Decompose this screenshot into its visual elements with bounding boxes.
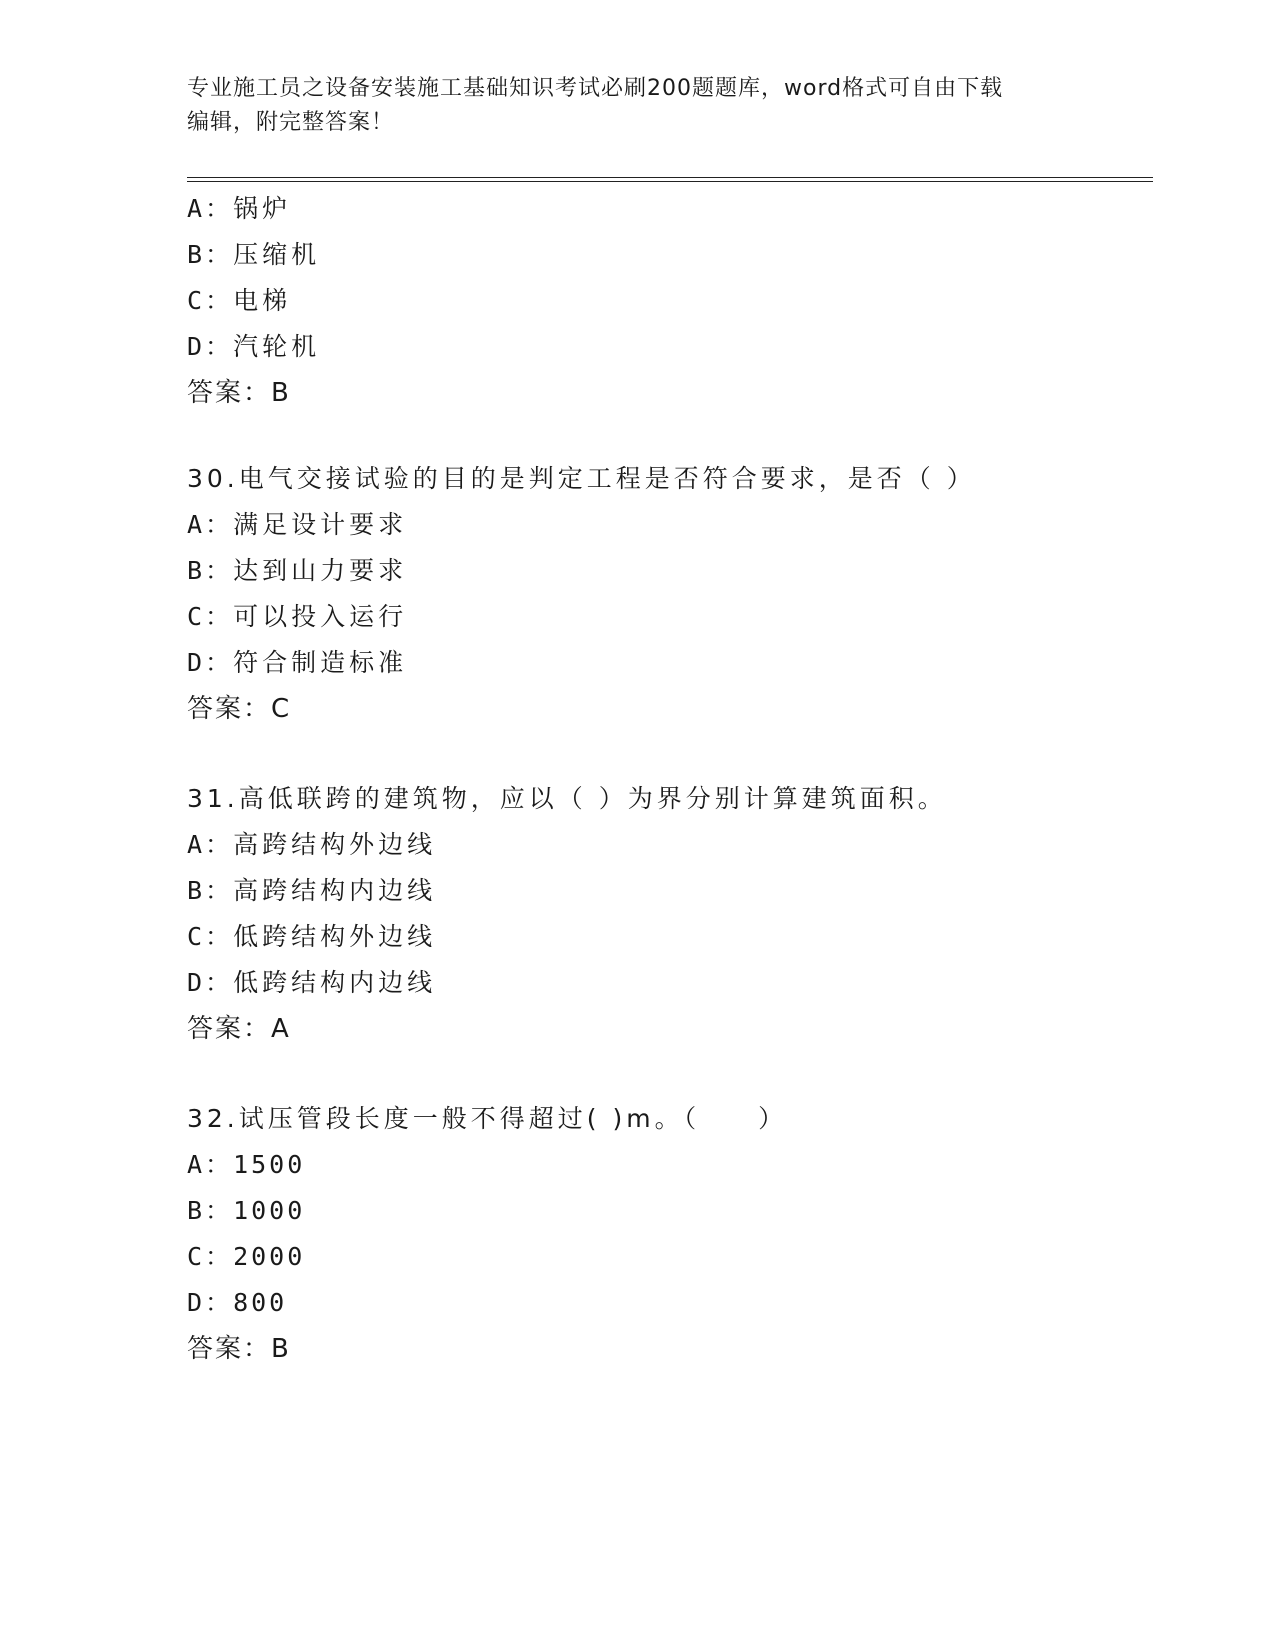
option-key: D： <box>187 968 234 997</box>
option-text: 低跨结构外边线 <box>233 922 437 951</box>
answer-line: 答案：B <box>187 1334 291 1364</box>
header-line-2: 编辑，附完整答案！ <box>187 110 395 135</box>
option-d <box>187 960 947 1006</box>
option-text: 800 <box>233 1288 288 1317</box>
header-rule-top <box>187 177 1153 178</box>
answer-line: 答案：C <box>187 694 292 724</box>
option-c <box>187 1234 787 1280</box>
option-key: B： <box>187 1196 234 1225</box>
question-31 <box>187 776 947 1052</box>
option-d <box>187 324 320 370</box>
option-text: 锅炉 <box>233 194 292 223</box>
option-b <box>187 232 320 278</box>
document-header <box>187 72 1087 140</box>
option-d <box>187 640 976 686</box>
option-text: 低跨结构内边线 <box>233 968 437 997</box>
option-text: 2000 <box>233 1242 306 1271</box>
option-key: A： <box>187 510 234 539</box>
option-key: C： <box>187 922 234 951</box>
question-text: 31.高低联跨的建筑物，应以（ ）为界分别计算建筑面积。 <box>187 784 947 813</box>
answer-line: 答案：A <box>187 1014 291 1044</box>
answer-line: 答案：B <box>187 378 291 408</box>
option-text: 满足设计要求 <box>233 510 408 539</box>
option-text: 高跨结构外边线 <box>233 830 437 859</box>
option-c <box>187 914 947 960</box>
option-key: D： <box>187 648 234 677</box>
header-line-1: 专业施工员之设备安装施工基础知识考试必刷200题题库，word格式可自由下载 <box>187 76 1004 101</box>
option-c <box>187 594 976 640</box>
option-key: A： <box>187 194 234 223</box>
option-key: D： <box>187 332 234 361</box>
option-text: 可以投入运行 <box>233 602 408 631</box>
option-key: C： <box>187 286 234 315</box>
option-a <box>187 186 320 232</box>
option-b <box>187 868 947 914</box>
option-d <box>187 1280 787 1326</box>
option-key: C： <box>187 602 234 631</box>
option-b <box>187 548 976 594</box>
question-text: 30.电气交接试验的目的是判定工程是否符合要求，是否（ ） <box>187 464 976 493</box>
option-a <box>187 822 947 868</box>
option-key: B： <box>187 876 234 905</box>
question-text: 32.试压管段长度一般不得超过( )m。（ ） <box>187 1104 788 1133</box>
option-key: C： <box>187 1242 234 1271</box>
option-b <box>187 1188 787 1234</box>
option-text: 1500 <box>233 1150 306 1179</box>
option-key: B： <box>187 556 234 585</box>
option-a <box>187 502 976 548</box>
header-rule-bottom <box>187 181 1153 182</box>
option-text: 达到山力要求 <box>233 556 408 585</box>
option-key: B： <box>187 240 234 269</box>
option-text: 电梯 <box>233 286 292 315</box>
option-text: 1000 <box>233 1196 306 1225</box>
option-key: A： <box>187 830 234 859</box>
option-key: A： <box>187 1150 234 1179</box>
option-c <box>187 278 320 324</box>
option-text: 符合制造标准 <box>233 648 408 677</box>
question-32 <box>187 1096 787 1372</box>
option-text: 压缩机 <box>233 240 321 269</box>
option-key: D： <box>187 1288 234 1317</box>
option-a <box>187 1142 787 1188</box>
option-text: 汽轮机 <box>233 332 321 361</box>
option-text: 高跨结构内边线 <box>233 876 437 905</box>
question-29 <box>187 186 320 416</box>
question-30 <box>187 456 976 732</box>
